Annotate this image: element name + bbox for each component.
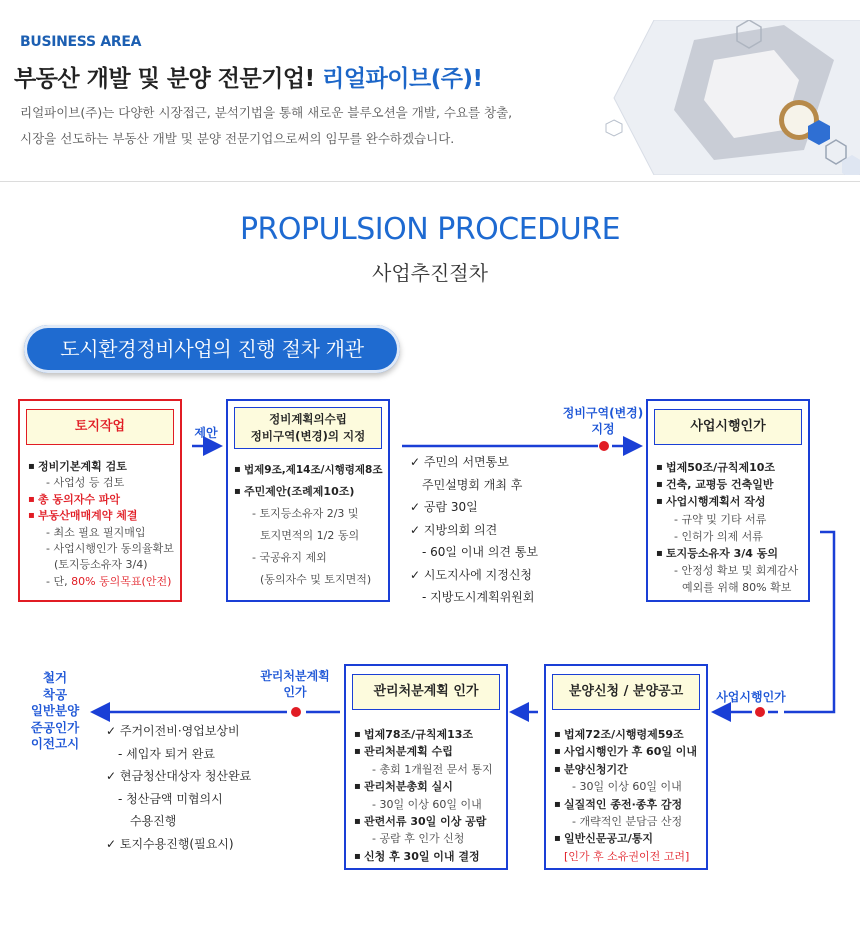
list-item: ✓ 주거이전비·영업보상비 <box>106 720 296 743</box>
designation-dot <box>599 441 609 451</box>
list-item: 주민설명회 개최 후 <box>422 477 523 492</box>
list-item: ✓ 시도지사에 지정신청 <box>410 564 610 587</box>
title-line-2: 정비구역(변경)의 지정 <box>250 429 366 443</box>
list-item: - 지방도시계획위원회 <box>422 590 535 604</box>
list-item-highlight: 80% 동의목표(안전) <box>71 574 172 588</box>
list-item: ▪ 법제9조,제14조/시행령제8조 <box>244 459 388 481</box>
list-item: ▪ 정비기본계획 검토 <box>38 459 178 475</box>
final-label: 철거 <box>42 670 68 685</box>
list-item: ▪ 법제72조/시행령제59조 <box>564 726 706 743</box>
list-item: - 개략적인 분담금 산정 <box>572 815 683 829</box>
mgmt-dot <box>291 707 301 717</box>
label-project-approval: 사업시행인가 <box>716 690 786 704</box>
list-item: - 국공유지 제외 <box>252 551 327 564</box>
list-item: - 공람 후 인가 신청 <box>372 832 465 846</box>
list-item: ▪ 부동산매매계약 체결 <box>38 508 178 524</box>
list-item: ▪ 사업시행계획서 작성 <box>666 493 808 510</box>
section-title-ko: 사업추진절차 <box>372 261 488 285</box>
list-item: - 규약 및 기타 서류 <box>674 512 767 526</box>
final-stage-labels <box>18 670 92 753</box>
list-item: ▪ 관리처분총회 실시 <box>364 778 506 795</box>
step-project-approval-title: 사업시행인가 <box>654 409 802 445</box>
step-mgmt-plan-list <box>364 726 506 865</box>
step-land-work-box <box>18 399 182 602</box>
list-item <box>38 574 178 590</box>
list-item: - 최소 필요 필지매입 <box>46 525 146 539</box>
label-line-1: 관리처분계획 <box>260 669 330 683</box>
list-item: - 세입자 퇴거 완료 <box>118 746 215 761</box>
list-item: - 30일 이상 60일 이내 <box>372 797 482 811</box>
list-item: (동의자수 및 토지면적) <box>260 573 372 586</box>
label-line-2: 지정 <box>591 422 615 436</box>
step-plan-designation-box <box>226 399 390 602</box>
label-propose: 제안 <box>194 426 218 440</box>
list-item: ▪ 신청 후 30일 이내 결정 <box>364 848 506 865</box>
step-mgmt-plan-title: 관리처분계획 인가 <box>352 674 500 710</box>
list-item: ▪ 관리처분계획 수립 <box>364 743 506 760</box>
relocation-steps <box>106 720 296 855</box>
list-item: - 사업성 등 검토 <box>46 476 125 490</box>
step-project-approval-list <box>666 459 808 597</box>
step-plan-designation-title <box>234 407 382 449</box>
list-item: [인가 후 소유권이전 고려] <box>564 849 690 863</box>
list-item: ▪ 실질적인 종전·종후 감정 <box>564 796 706 813</box>
list-item: ▪ 토지등소유자 3/4 동의 <box>666 545 808 562</box>
step-land-work-list <box>38 459 178 590</box>
list-item: ✓ 지방의회 의견 <box>410 519 610 542</box>
overview-pill: 도시환경정비사업의 진행 절차 개관 <box>24 325 400 373</box>
step-land-work-title: 토지작업 <box>26 409 174 445</box>
headline-prefix: 부동산 개발 및 분양 전문기업! <box>14 66 323 92</box>
list-item: - 청산금액 미협의시 <box>118 791 223 806</box>
list-item: - 30일 이상 60일 이내 <box>572 780 682 794</box>
list-item: ✓ 공람 30일 <box>410 496 610 519</box>
list-item: - 총회 1개월전 문서 통지 <box>372 762 493 776</box>
list-item: ▪ 건축, 교평등 건축일반 <box>666 476 808 493</box>
desc-line-2: 시장을 선도하는 부동산 개발 및 분양 전문기업으로써의 임무를 완수하겠습니다. <box>20 131 455 146</box>
step-sale-application-title: 분양신청 / 분양공고 <box>552 674 700 710</box>
list-item: ▪ 법제50조/규칙제10조 <box>666 459 808 476</box>
list-item-prefix: - 단, <box>46 574 72 588</box>
list-item: ▪ 관련서류 30일 이상 공람 <box>364 813 506 830</box>
list-item: (토지등소유자 3/4) <box>54 558 148 572</box>
headline-company: 리얼파이브(주)! <box>322 66 483 92</box>
list-item: 토지면적의 1/2 동의 <box>260 529 360 542</box>
list-item: - 토지등소유자 2/3 및 <box>252 507 359 520</box>
designation-steps <box>410 451 610 609</box>
list-item: ✓ 토지수용진행(필요시) <box>106 833 296 856</box>
step-mgmt-plan-box <box>344 664 508 870</box>
step-plan-designation-list <box>244 459 388 591</box>
desc-line-1: 리얼파이브(주)는 다양한 시장접근, 분석기법을 통해 새로운 블루오션을 개발, 수요를 창출, <box>20 105 513 120</box>
list-item: 수용진행 <box>130 814 177 828</box>
list-item: ▪ 법제78조/규칙제13조 <box>364 726 506 743</box>
list-item: - 안정성 확보 및 회계감사 <box>674 564 799 578</box>
business-area-label: BUSINESS AREA <box>20 34 142 50</box>
approval-dot <box>755 707 765 717</box>
label-zone-designation <box>548 405 658 437</box>
list-item: ▪ 총 동의자수 파악 <box>38 492 178 508</box>
final-label: 일반분양 <box>30 703 80 718</box>
list-item: ▪ 일반신문공고/통지 <box>564 830 706 847</box>
title-line-1: 정비계획의수립 <box>269 412 347 426</box>
step-project-approval-box <box>646 399 810 602</box>
final-label: 준공인가 <box>30 719 80 735</box>
list-item: - 인허가 의제 서류 <box>674 529 763 543</box>
final-label: 착공 <box>42 686 68 702</box>
list-item: ▪ 분양신청기간 <box>564 761 706 778</box>
list-item: 예외를 위해 80% 확보 <box>682 581 792 595</box>
label-line-2: 인가 <box>283 685 307 699</box>
list-item: - 사업시행인가 동의율확보 <box>46 542 174 556</box>
list-item: - 60일 이내 의견 통보 <box>422 545 539 559</box>
step-sale-application-list <box>564 726 706 865</box>
label-mgmt-approval <box>250 668 340 700</box>
list-item: ✓ 현금청산대상자 청산완료 <box>106 765 296 788</box>
final-label: 이전고시 <box>30 736 80 751</box>
list-item: ▪ 주민제안(조례제10조) <box>244 481 388 503</box>
label-line-1: 정비구역(변경) <box>562 406 644 420</box>
list-item: ▪ 사업시행인가 후 60일 이내 <box>564 743 706 760</box>
step-sale-application-box <box>544 664 708 870</box>
list-item: ✓ 주민의 서면통보 <box>410 451 610 474</box>
section-title-en: PROPULSION PROCEDURE <box>239 212 621 247</box>
